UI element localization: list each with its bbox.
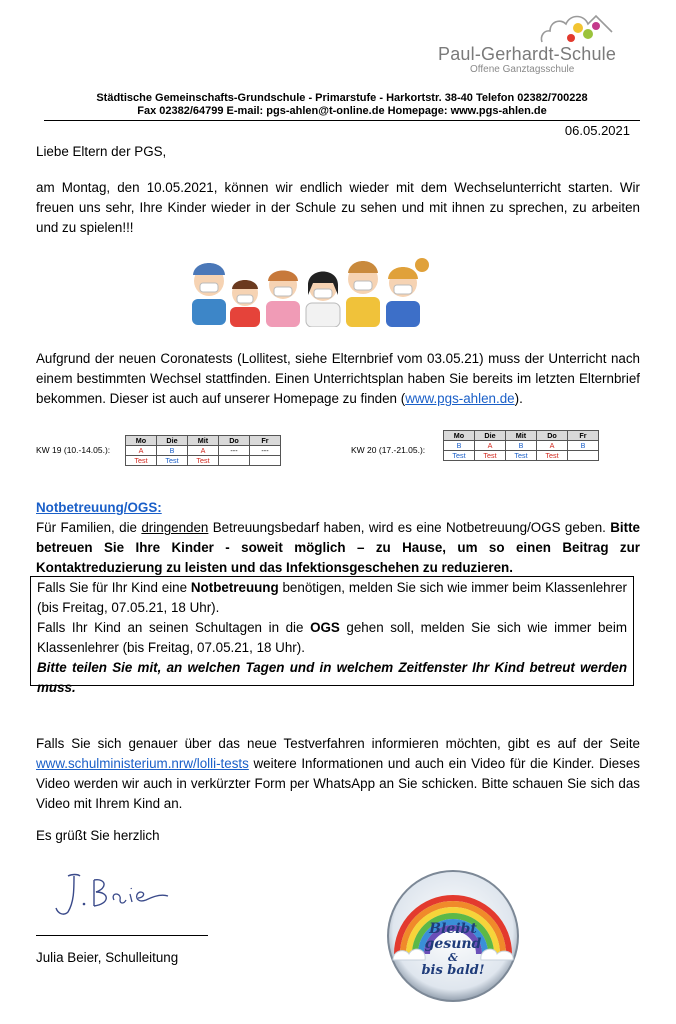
ogs-text-b: Betreuungsbedarf haben, wird es eine Notbetreuung/OGS geben. <box>208 520 611 535</box>
homepage-link[interactable]: www.pgs-ahlen.de <box>405 391 515 406</box>
badge-line-4: bis bald! <box>421 963 485 978</box>
test-cell <box>568 451 599 461</box>
kw20-schedule-table <box>443 430 599 461</box>
test-cell: Test <box>537 451 568 461</box>
ogs-section-title: Notbetreuung/OGS: <box>36 500 162 515</box>
test-cell: Test <box>157 456 188 466</box>
closing-greeting: Es grüßt Sie herzlich <box>36 828 160 843</box>
intro-paragraph: am Montag, den 10.05.2021, können wir endlich wieder mit dem Wechselunterricht starten. Wir freuen uns sehr, Ihre Kinder wieder in der Schule zu sehen und mit ihnen zu sprechen, zu arbeiten und zu spielen!!! <box>36 180 640 235</box>
corona-text-end: ). <box>514 391 523 406</box>
test-cell: Test <box>475 451 506 461</box>
notice-request <box>37 658 627 698</box>
corona-test-paragraph <box>36 349 640 409</box>
group-cell: A <box>537 441 568 451</box>
group-cell: A <box>475 441 506 451</box>
ogs-text-a: Für Familien, die <box>36 520 142 535</box>
school-name: Paul-Gerhardt-Schule <box>438 44 617 64</box>
letterhead-line-1: Städtische Gemeinschafts-Grundschule - Primarstufe - Harkortstr. 38-40 Telefon 02382/700228 <box>96 92 588 104</box>
school-logo-icon <box>538 6 614 46</box>
day-header: Mo <box>126 436 157 446</box>
notice-text: benötigen, melden Sie sich wie immer beim Klassenlehrer (bis Freitag, 07.05.21, 18 Uhr). <box>37 580 627 615</box>
corona-text: Aufgrund der neuen Coronatests (Lollitest, siehe Elternbrief vom 03.05.21) muss der Unterricht nach einem bestimmten Wechsel stattfinden. Einen Unterrichtsplan haben Sie bereits im letzten Elternbrief bekommen. Dieser ist auch auf unserer Homepage zu finden ( <box>36 351 640 406</box>
day-header: Die <box>475 431 506 441</box>
ogs-underlined-word: dringenden <box>141 520 209 535</box>
test-cell <box>219 456 250 466</box>
test-cell: Test <box>506 451 537 461</box>
children-with-masks-illustration <box>186 251 442 332</box>
day-header: Mit <box>506 431 537 441</box>
test-cell: Test <box>444 451 475 461</box>
badge-line-1: Bleibt <box>429 921 477 937</box>
notice-ogs <box>37 618 627 658</box>
kw19-label: KW 19 (10.-14.05.): <box>36 445 111 455</box>
group-cell: B <box>157 446 188 456</box>
school-subtitle: Offene Ganztagsschule <box>470 64 575 75</box>
badge-line-3: & <box>448 951 458 964</box>
group-cell: B <box>506 441 537 451</box>
group-cell: A <box>188 446 219 456</box>
ogs-paragraph <box>36 518 640 578</box>
test-cell: Test <box>126 456 157 466</box>
notice-bold-italic: Bitte teilen Sie mit, an welchen Tagen und in welchem Zeitfenster Ihr Kind betreut werden muss. <box>37 660 627 695</box>
notice-text: gehen soll, melden Sie sich wie immer beim Klassenlehrer (bis Freitag, 07.05.21, 18 Uhr). <box>37 620 627 655</box>
group-cell: --- <box>219 446 250 456</box>
letterhead-line-2: Fax 02382/64799 E-mail: pgs-ahlen@t-online.de Homepage: www.pgs-ahlen.de <box>137 105 547 117</box>
notice-box <box>30 576 634 695</box>
test-info-text-b: weitere Informationen und auch ein Video für die Kinder. Dieses Video werden wir auch in verkürzter Form per WhatsApp an Sie schicken. Bitte schauen Sie sich das Video mit Ihrem Kind an. <box>36 756 640 811</box>
kw19-table <box>125 435 281 466</box>
group-cell: B <box>444 441 475 451</box>
children-illustration-icon <box>186 251 442 327</box>
notice-text: Falls Ihr Kind an seinen Schultagen in die <box>37 620 311 635</box>
letter-date: 06.05.2021 <box>564 123 630 138</box>
signatory-name: Julia Beier, Schulleitung <box>36 950 179 965</box>
salutation: Liebe Eltern der PGS, <box>36 144 167 159</box>
schulministerium-link[interactable]: www.schulministerium.nrw/lolli-tests <box>36 756 249 771</box>
ogs-bold-request: Bitte betreuen Sie Ihre Kinder - soweit möglich – zu Hause, um so einen Beitrag zur Kontaktreduzierung zu leisten und das Infektionsgeschehen zu reduzieren. <box>36 520 641 575</box>
handwritten-signature <box>50 868 180 927</box>
rainbow-badge <box>385 868 521 1009</box>
notice-text: Falls Sie für Ihr Kind eine <box>37 580 191 595</box>
signature-icon <box>50 868 180 922</box>
notice-bold: OGS <box>310 620 340 635</box>
kw20-table <box>443 430 599 461</box>
day-header: Fr <box>250 436 281 446</box>
notice-bold: Notbetreuung <box>190 580 279 595</box>
day-header: Mo <box>444 431 475 441</box>
group-cell: B <box>568 441 599 451</box>
day-header: Do <box>537 431 568 441</box>
day-header: Die <box>157 436 188 446</box>
test-info-paragraph <box>36 734 640 814</box>
notice-notbetreuung <box>37 578 627 618</box>
group-cell: --- <box>250 446 281 456</box>
header-divider <box>44 120 640 121</box>
test-cell <box>250 456 281 466</box>
signature-line <box>36 935 208 936</box>
kw20-label: KW 20 (17.-21.05.): <box>351 445 426 455</box>
day-header: Do <box>219 436 250 446</box>
day-header: Fr <box>568 431 599 441</box>
badge-line-2: gesund <box>424 936 482 952</box>
day-header: Mit <box>188 436 219 446</box>
group-cell: A <box>126 446 157 456</box>
test-cell: Test <box>188 456 219 466</box>
kw19-schedule-table <box>125 435 281 466</box>
test-info-text-a: Falls Sie sich genauer über das neue Testverfahren informieren möchten, gibt es auf der Seite <box>36 736 640 751</box>
